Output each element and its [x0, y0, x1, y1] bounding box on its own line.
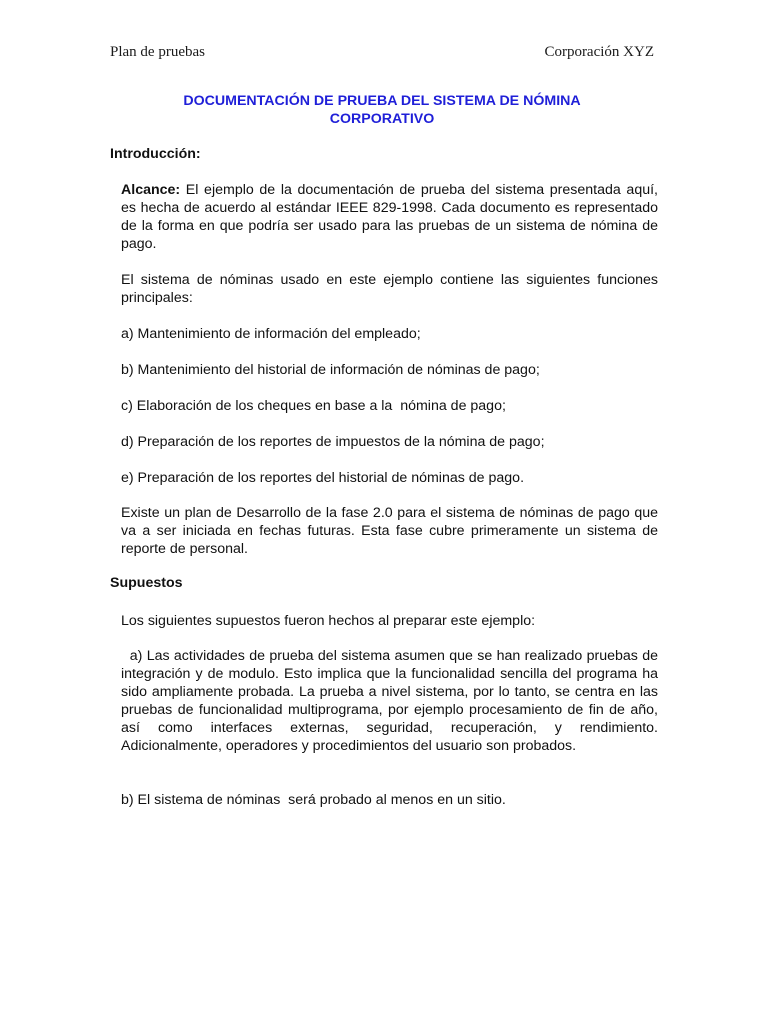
funcion-item-b: b) Mantenimiento del historial de información de nóminas de pago; [121, 362, 540, 378]
document-title [110, 92, 654, 128]
supuestos-intro: Los siguientes supuestos fueron hechos al preparar este ejemplo: [121, 613, 536, 629]
supuesto-item-b: b) El sistema de nóminas será probado al menos en un sitio. [121, 792, 506, 808]
funcion-item-d: d) Preparación de los reportes de impuestos de la nómina de pago; [121, 434, 545, 450]
alcance-text: El ejemplo de la documentación de prueba del sistema presentada aquí, es hecha de acuerdo al estándar IEEE 829-1998. Cada documento es representado de la forma en que podría ser usado para las pruebas de un sistema de nómina de pago. [121, 182, 658, 252]
header-left-text: Plan de pruebas [110, 44, 205, 60]
header-right-text: Corporación XYZ [544, 44, 654, 60]
sistema-paragraph: El sistema de nóminas usado en este ejemplo contiene las siguientes funciones principales: [121, 272, 658, 306]
funcion-item-e: e) Preparación de los reportes del historial de nóminas de pago. [121, 470, 525, 486]
document-title-line-2: CORPORATIVO [329, 111, 435, 127]
alcance-paragraph [121, 181, 658, 253]
plan-paragraph: Existe un plan de Desarrollo de la fase 2.0 para el sistema de nóminas de pago que va a ser iniciada en fechas futuras. Esta fase cubre primeramente un sistema de reporte de personal. [121, 505, 658, 557]
funcion-item-a: a) Mantenimiento de información del empleado; [121, 326, 421, 342]
document-title-line-1: DOCUMENTACIÓN DE PRUEBA DEL SISTEMA DE NÓMINA [183, 93, 581, 109]
alcance-label: Alcance: [121, 182, 181, 198]
funcion-item-c: c) Elaboración de los cheques en base a la nómina de pago; [121, 398, 506, 414]
supuesto-item-a: a) Las actividades de prueba del sistema asumen que se han realizado pruebas de integración y de modulo. Esto implica que la funcionalidad sencilla del programa ha sido ampliamente probada. La prueba a nivel sistema, por lo tanto, se centra en las pruebas de funcionalidad multiprograma, por ejemplo procesamiento de fin de año, así como interfaces externas, seguridad, recuperación, y rendimiento. Adicionalmente, operadores y procedimientos del usuario son probados. [121, 648, 662, 754]
introduccion-heading: Introducción: [110, 146, 201, 162]
supuestos-heading: Supuestos [110, 575, 183, 591]
page-header [110, 44, 654, 61]
